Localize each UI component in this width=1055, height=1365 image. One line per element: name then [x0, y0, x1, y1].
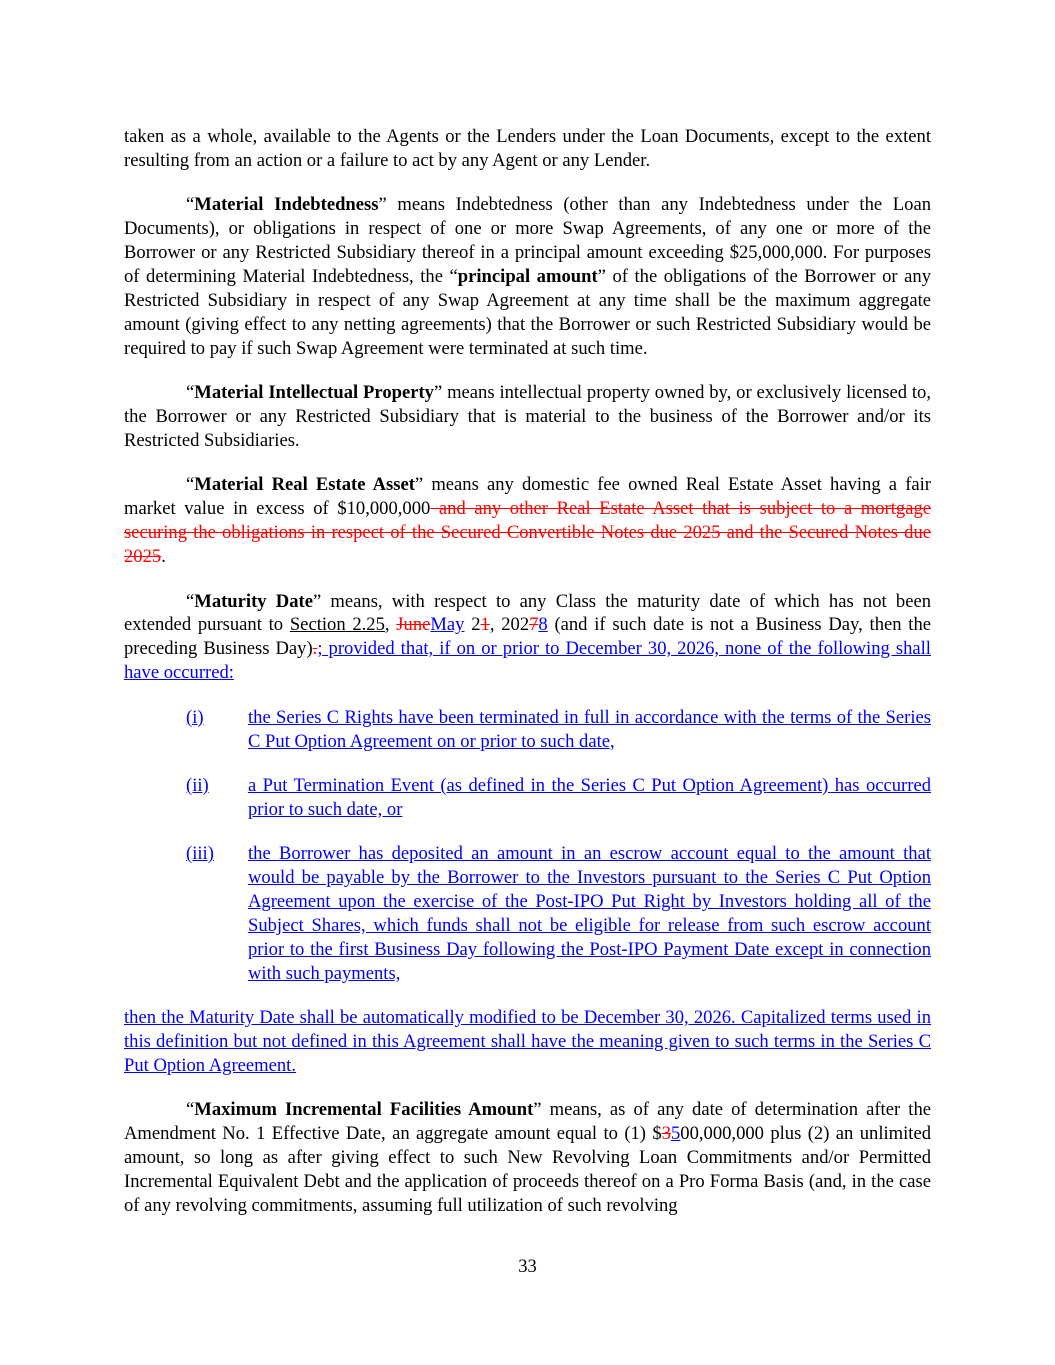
inserted-proviso: ; provided that, if on or prior to December 30, 2026, none of the following shall have occurred:: [124, 638, 931, 684]
defined-term: Maturity Date: [194, 590, 313, 612]
definition-material-real-estate-asset: [124, 473, 931, 569]
inserted-year-digit: 8: [538, 614, 548, 636]
open-quote: “: [186, 382, 195, 404]
defined-term: Maximum Incremental Facilities Amount: [194, 1099, 534, 1121]
text-fragment: , 202: [489, 614, 530, 636]
defined-term: Material Real Estate Asset: [194, 474, 415, 496]
text-fragment: (and if such date is not a Business Day, then the preceding Business Day): [124, 614, 931, 660]
section-reference: Section 2.25: [289, 614, 385, 636]
clause-number: (ii): [186, 774, 209, 796]
inserted-month: May: [430, 614, 465, 636]
clause-i: [186, 706, 931, 754]
paragraph-continuation: [124, 125, 931, 173]
close-quote: ”: [378, 194, 387, 216]
definition-text: ” means intellectual property owned by, or exclusively licensed to, the Borrower or any Restricted Subsidiary that is material to the business of the Borrower and/or its Restricted Subsidiaries.: [124, 382, 931, 451]
text-fragment: ,: [384, 614, 397, 636]
definition-maturity-date: [124, 590, 931, 686]
open-quote: “: [186, 590, 195, 612]
definition-material-intellectual-property: [124, 381, 931, 453]
deleted-period: .: [312, 638, 318, 660]
definition-text-continued: 00,000,000 plus (2) an unlimited amount, so long as after giving effect to such New Revolving Loan Commitments and/or Permitted Incremental Equivalent Debt and the application of proceeds thereof on a Pro Forma Basis (and, in the case of any revolving commitments, assuming full utilization of such revolving: [124, 1123, 932, 1217]
document-page: [124, 125, 931, 1238]
clause-iii: [186, 842, 931, 985]
clause-text: the Series C Rights have been terminated in full in accordance with the terms of the Series C Put Option Agreement on or prior to such date,: [248, 706, 931, 752]
definition-text-continued: ” of the obligations of the Borrower or any Restricted Subsidiary in respect of any Swap Agreement at any time shall be the maximum aggregate amount (giving effect to any netting agreements) that the Borrower or such Restricted Subsidiary would be required to pay if such Swap Agreement were terminated at such time.: [124, 266, 931, 359]
deleted-digit: 3: [661, 1123, 671, 1145]
defined-term-principal-amount: principal amount: [457, 266, 598, 288]
page-number: 33: [518, 1256, 537, 1277]
deleted-year-digit: 7: [529, 614, 539, 636]
clause-text: the Borrower has deposited an amount in an escrow account equal to the amount that would be payable by the Borrower to the Investors pursuant to the Series C Put Option Agreement upon the exercise of the Post-IPO Put Right by Investors holding all of the Subject Shares, which funds shall not be eligible for release from such escrow account prior to the first Business Day following the Post-IPO Payment Date except in connection with such payments,: [248, 843, 931, 984]
definition-text: ” means, with respect to any Class the maturity date of which has not been extended pursuant to: [124, 590, 932, 636]
clause-number: (iii): [186, 843, 214, 865]
clause-ii: [186, 774, 931, 822]
inserted-conclusion-text: then the Maturity Date shall be automatically modified to be December 30, 2026. Capitalized terms used in this definition but not defined in this Agreement shall have the meaning given to such terms in the Series C Put Option Agreement.: [124, 1007, 931, 1076]
open-quote: “: [186, 194, 195, 216]
deleted-text: and any other Real Estate Asset that is subject to a mortgage securing the obligations in respect of the Secured Convertible Notes due 2025 and the Secured Notes due 2025: [124, 498, 932, 568]
inserted-digit: 5: [670, 1123, 681, 1145]
definition-text: ” means any domestic fee owned Real Estate Asset having a fair market value in excess of $10,000,000: [124, 474, 931, 520]
continuation-text: taken as a whole, available to the Agents or the Lenders under the Loan Documents, except to the extent resulting from an action or a failure to act by any Agent or any Lender.: [124, 126, 931, 171]
deleted-day: 1: [480, 614, 490, 636]
definition-text: ” means, as of any date of determination after the Amendment No. 1 Effective Date, an aggregate amount equal to (1) $: [124, 1099, 931, 1145]
defined-term: Material Intellectual Property: [194, 382, 434, 404]
maturity-date-conclusion: [124, 1006, 931, 1078]
definition-material-indebtedness: [124, 193, 931, 360]
text-fragment: 2: [464, 614, 481, 636]
deleted-month: June: [396, 614, 431, 636]
definition-end: .: [161, 546, 166, 568]
open-quote: “: [186, 474, 195, 496]
clause-number: (i): [186, 706, 204, 728]
open-quote: “: [186, 1099, 195, 1121]
definition-maximum-incremental-facilities-amount: [124, 1098, 931, 1218]
definition-text: means Indebtedness (other than any Indebtedness under the Loan Documents), or obligations in respect of one or more Swap Agreements, of any one or more of the Borrower or any Restricted Subsidiary thereof in a principal amount exceeding $25,000,000. For purposes of determining Material Indebtedness, the “: [124, 194, 931, 288]
defined-term: Material Indebtedness: [194, 194, 379, 216]
clause-text: a Put Termination Event (as defined in the Series C Put Option Agreement) has occurred prior to such date, or: [248, 774, 931, 820]
